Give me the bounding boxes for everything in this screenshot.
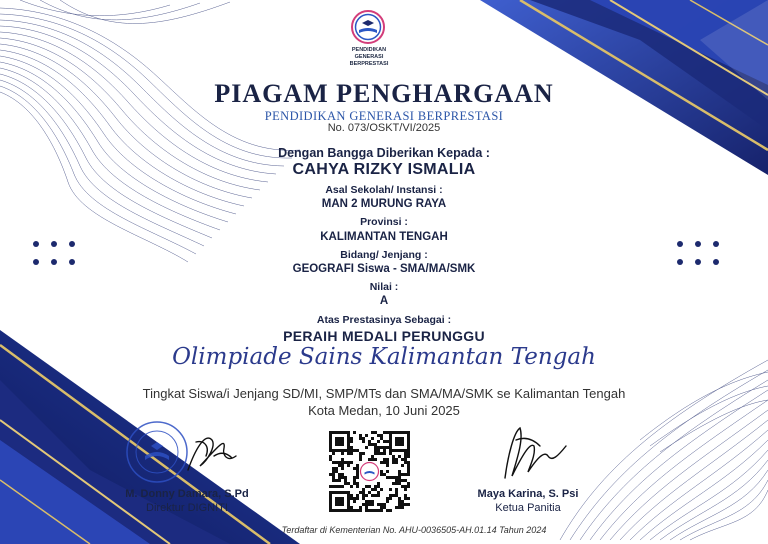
- certificate-number: No. 073/OSKT/VI/2025: [327, 122, 441, 134]
- logo-caption: [334, 47, 404, 68]
- signer-right-role: Ketua Panitia: [495, 502, 561, 514]
- achievement-label: Atas Prestasinya Sebagai :: [316, 314, 452, 326]
- registration-footer: Terdaftar di Kementerian No. AHU-0036505-AH.01.14 Tahun 2024: [281, 525, 547, 535]
- province-label: Provinsi :: [360, 216, 408, 228]
- signature-right: [505, 428, 566, 478]
- school-value: MAN 2 MURUNG RAYA: [321, 198, 447, 210]
- signer-left-role: Direktur DIGNITI: [146, 502, 228, 514]
- grade-value: A: [379, 295, 389, 307]
- given-to-label: Dengan Bangga Diberikan Kepada :: [278, 146, 490, 160]
- logo-line-2: GENERASI: [354, 54, 384, 60]
- signer-right-name: Maya Karina, S. Psi: [477, 488, 579, 500]
- field-level-value: GEOGRAFI Siswa - SMA/MA/SMK: [292, 263, 476, 275]
- qr-code: [326, 428, 413, 515]
- grade-label: Nilai :: [369, 281, 399, 293]
- province-value: KALIMANTAN TENGAH: [320, 231, 448, 243]
- logo-line-3: BERPRESTASI: [349, 61, 389, 67]
- field-level-label: Bidang/ Jenjang :: [340, 249, 428, 261]
- award-title: PERAIH MEDALI PERUNGGU: [283, 328, 485, 344]
- stamp-seal: [127, 422, 187, 482]
- certificate-subtitle: PENDIDIKAN GENERASI BERPRESTASI: [264, 109, 504, 123]
- place-date: Kota Medan, 10 Juni 2025: [308, 403, 460, 418]
- event-name: Olimpiade Sains Kalimantan Tengah: [172, 344, 596, 370]
- signer-left-name: M. Donny Damara, S.Pd: [125, 488, 249, 500]
- event-level: Tingkat Siswa/i Jenjang SD/MI, SMP/MTs dan SMA/MA/SMK se Kalimantan Tengah: [142, 386, 626, 401]
- certificate-title: PIAGAM PENGHARGAAN: [214, 79, 554, 108]
- signature-left: [188, 438, 236, 470]
- graduation-book-logo: [352, 11, 384, 43]
- logo-line-1: PENDIDIKAN: [351, 47, 387, 53]
- recipient-name: CAHYA RIZKY ISMALIA: [292, 161, 476, 178]
- school-label: Asal Sekolah/ Instansi :: [325, 184, 443, 196]
